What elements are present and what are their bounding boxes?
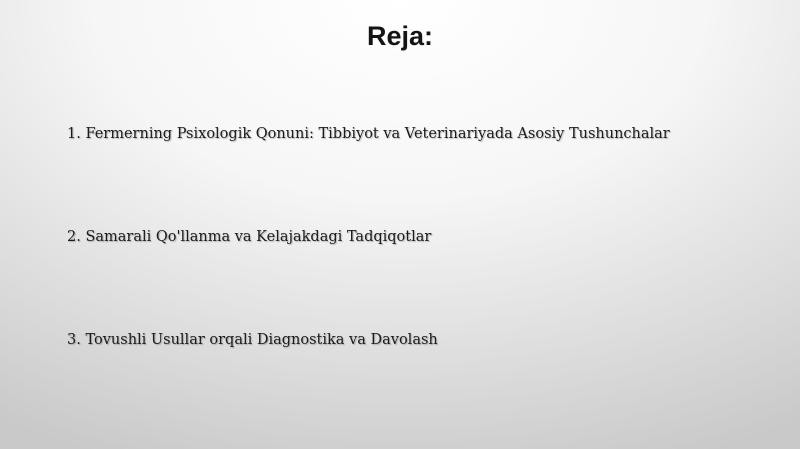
slide-title: Reja: [366,21,434,51]
agenda-item-2: 2. Samarali Qo'llanma va Kelajakdagi Tadqiqotlar [67,229,432,245]
agenda-item-1: 1. Fermerning Psixologik Qonuni: Tibbiyot va Veterinariyada Asosiy Tushunchalar [67,126,670,142]
agenda-item-3: 3. Tovushli Usullar orqali Diagnostika va Davolash [67,332,438,348]
